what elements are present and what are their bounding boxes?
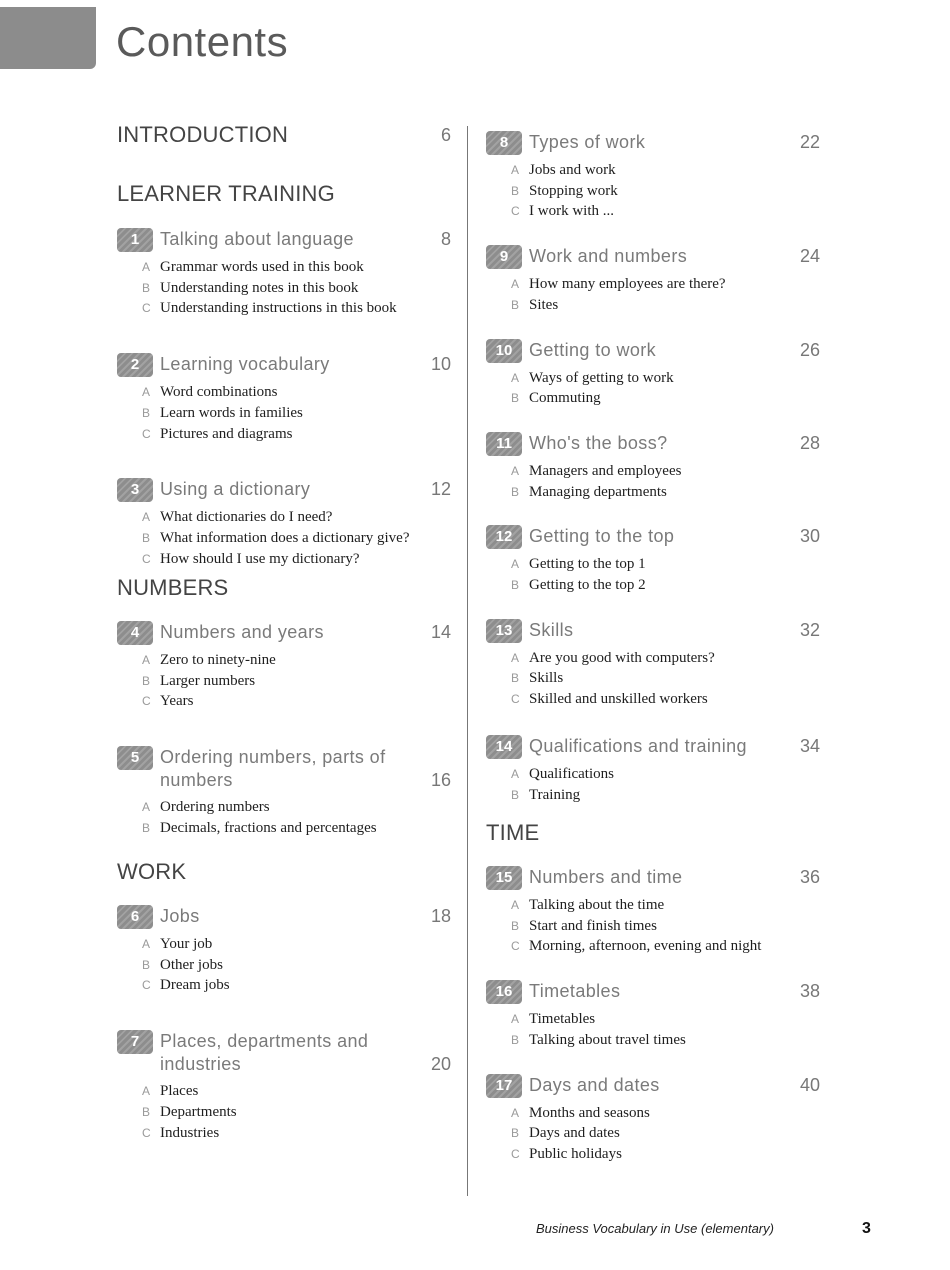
subsection-letter: B: [511, 1126, 520, 1141]
subsection-item[interactable]: [511, 295, 820, 316]
unit-4[interactable]: [117, 621, 451, 712]
subsection-letter: A: [511, 163, 520, 177]
unit-12[interactable]: [486, 525, 820, 595]
unit-subsections: [511, 1009, 820, 1050]
unit-subsections: [511, 895, 820, 957]
subsection-letter: C: [511, 1146, 520, 1161]
subsection-item[interactable]: [142, 278, 451, 299]
subsection-text: Zero to ninety-nine: [160, 652, 276, 668]
unit-16[interactable]: [486, 980, 820, 1050]
unit-header: [117, 905, 451, 929]
subsection-text: Decimals, fractions and percentages: [160, 819, 377, 836]
subsection-text: What information does a dictionary give?: [160, 529, 410, 546]
subsection-text: Years: [160, 693, 194, 710]
unit-header: [486, 432, 820, 456]
section-page-number: 6: [440, 125, 451, 145]
subsection-text: Understanding instructions in this book: [160, 300, 397, 317]
subsection-item[interactable]: [142, 382, 451, 403]
subsection-letter: A: [511, 1012, 520, 1027]
subsection-text: How many employees are there?: [529, 276, 726, 293]
subsection-text: Skilled and unskilled workers: [529, 691, 708, 708]
unit-page-number: 22: [799, 132, 820, 152]
subsection-text: Stopping work: [529, 182, 618, 199]
unit-title: Timetables: [529, 981, 621, 1002]
subsection-text: Timetables: [529, 1011, 596, 1028]
unit-page-number: 24: [799, 246, 820, 267]
unit-subsections: [511, 274, 820, 315]
subsection-letter: A: [511, 463, 520, 478]
unit-title: Numbers and time: [529, 867, 683, 887]
subsection-text: Word combinations: [160, 384, 278, 401]
subsection-item[interactable]: [142, 1123, 451, 1144]
unit-title: Getting to the top: [529, 526, 675, 547]
unit-5[interactable]: [117, 746, 451, 838]
subsection-text: Places: [160, 1083, 199, 1100]
subsection-letter: A: [511, 370, 520, 385]
unit-subsections: [142, 934, 451, 996]
subsection-letter: B: [511, 183, 520, 198]
subsection-text: Commuting: [529, 390, 601, 407]
unit-page-number: 36: [799, 867, 820, 887]
subsection-text: Ordering numbers: [160, 799, 270, 816]
subsection-text: Public holidays: [529, 1145, 622, 1162]
subsection-letter: A: [142, 260, 151, 274]
footer-page-number: 3: [862, 1220, 871, 1237]
subsection-item[interactable]: [511, 274, 820, 295]
unit-number-badge: 4: [117, 621, 153, 645]
subsection-letter: C: [511, 692, 520, 707]
subsection-letter: A: [142, 800, 151, 815]
unit-page-number: 28: [799, 432, 820, 453]
subsection-item[interactable]: [511, 1103, 820, 1124]
subsection-text: Ways of getting to work: [529, 369, 674, 386]
subsection-letter: C: [142, 551, 151, 566]
unit-subsections: [142, 257, 451, 319]
unit-15[interactable]: [486, 866, 820, 957]
unit-title: Types of work: [529, 132, 646, 152]
subsection-letter: B: [142, 280, 151, 295]
unit-header: [486, 1074, 820, 1098]
unit-header: [486, 245, 820, 269]
subsection-text: Departments: [160, 1103, 237, 1120]
subsection-text: Managers and employees: [529, 462, 682, 479]
subsection-item[interactable]: [511, 388, 820, 409]
header-tab: [0, 7, 96, 69]
unit-page-number: 40: [799, 1074, 820, 1095]
subsection-letter: B: [511, 484, 520, 499]
subsection-letter: B: [142, 405, 151, 420]
unit-title: Work and numbers: [529, 246, 688, 267]
subsection-item[interactable]: [142, 424, 451, 445]
subsection-text: Managing departments: [529, 483, 667, 500]
subsection-text: Getting to the top 2: [529, 577, 646, 594]
subsection-text: Learn words in families: [160, 404, 303, 421]
unit-subsections: [511, 461, 820, 502]
unit-title: Ordering numbers, parts of numbers: [160, 747, 386, 791]
subsection-text: Are you good with computers?: [529, 649, 715, 666]
subsection-item[interactable]: [511, 575, 820, 596]
subsection-item[interactable]: [142, 975, 451, 996]
unit-header: [486, 866, 820, 890]
subsection-item[interactable]: [142, 818, 451, 839]
subsection-letter: C: [142, 694, 151, 709]
unit-11[interactable]: [486, 432, 820, 502]
subsection-text: Skills: [529, 670, 564, 687]
subsection-letter: A: [511, 766, 520, 781]
section-introduction[interactable]: [117, 122, 451, 148]
subsection-letter: A: [142, 385, 151, 400]
subsection-letter: C: [511, 204, 520, 219]
unit-number-badge: 6: [117, 905, 153, 929]
unit-header: [117, 228, 451, 252]
subsection-text: Understanding notes in this book: [160, 279, 359, 296]
subsection-text: Months and seasons: [529, 1104, 650, 1121]
subsection-letter: A: [142, 1084, 151, 1099]
subsection-item[interactable]: [511, 895, 820, 916]
unit-page-number: 34: [799, 735, 820, 756]
subsection-text: What dictionaries do I need?: [160, 509, 333, 526]
subsection-item[interactable]: [142, 955, 451, 976]
unit-title: Getting to work: [529, 339, 657, 360]
unit-title: Skills: [529, 619, 574, 640]
subsection-item[interactable]: [511, 181, 820, 202]
unit-number-badge: 12: [486, 525, 522, 549]
unit-subsections: [142, 507, 451, 569]
subsection-text: Talking about the time: [529, 897, 665, 913]
unit-number-badge: 5: [117, 746, 153, 770]
unit-title: Who's the boss?: [529, 432, 668, 453]
unit-subsections: [511, 764, 820, 805]
unit-10[interactable]: [486, 339, 820, 409]
subsection-letter: A: [142, 937, 151, 951]
unit-title: Places, departments and industries: [160, 1031, 369, 1075]
subsection-text: Getting to the top 1: [529, 556, 646, 573]
unit-page-number: 16: [430, 770, 451, 791]
subsection-text: Your job: [160, 936, 213, 952]
unit-header: [486, 525, 820, 549]
subsection-item[interactable]: [511, 785, 820, 806]
subsection-letter: B: [511, 1032, 520, 1047]
subsection-letter: B: [511, 671, 520, 686]
subsection-item[interactable]: [511, 648, 820, 669]
subsection-item[interactable]: [142, 507, 451, 528]
unit-subsections: [511, 160, 820, 222]
page-title: Contents: [116, 18, 289, 65]
subsection-letter: B: [511, 297, 520, 312]
numbers-units: [117, 621, 451, 839]
subsection-letter: B: [511, 787, 520, 802]
subsection-text: Industries: [160, 1124, 220, 1141]
unit-page-number: 30: [799, 526, 820, 547]
unit-header: [486, 131, 820, 155]
subsection-item[interactable]: [142, 1081, 451, 1102]
unit-9[interactable]: [486, 245, 820, 315]
subsection-item[interactable]: [142, 257, 451, 278]
unit-number-badge: 14: [486, 735, 522, 759]
unit-page-number: 38: [799, 981, 820, 1002]
subsection-letter: A: [142, 653, 151, 667]
unit-title: Jobs: [160, 906, 200, 926]
work-units: [117, 905, 451, 1143]
subsection-item[interactable]: [511, 1009, 820, 1030]
subsection-letter: B: [142, 820, 151, 835]
subsection-letter: A: [511, 898, 520, 912]
unit-header: [486, 339, 820, 363]
unit-number-badge: 13: [486, 619, 522, 643]
subsection-item[interactable]: [511, 668, 820, 689]
subsection-item[interactable]: [142, 403, 451, 424]
section-heading-work: WORK: [117, 859, 187, 884]
unit-subsections: [511, 368, 820, 409]
subsection-item[interactable]: [511, 1030, 820, 1051]
unit-number-badge: 16: [486, 980, 522, 1004]
subsection-text: Talking about travel times: [529, 1031, 686, 1048]
subsection-item[interactable]: [511, 482, 820, 503]
unit-subsections: [142, 1081, 451, 1143]
unit-number-badge: 7: [117, 1030, 153, 1054]
subsection-item[interactable]: [511, 689, 820, 710]
unit-header: [117, 478, 451, 502]
subsection-letter: C: [511, 939, 520, 954]
subsection-text: Larger numbers: [160, 672, 256, 689]
subsection-letter: B: [511, 391, 520, 406]
learner-training-units: [117, 228, 451, 569]
unit-page-number: 8: [440, 229, 451, 249]
unit-header: [486, 735, 820, 759]
subsection-item[interactable]: [511, 916, 820, 937]
subsection-item[interactable]: [511, 160, 820, 181]
subsection-item[interactable]: [511, 461, 820, 482]
unit-subsections: [511, 648, 820, 710]
subsection-letter: A: [511, 650, 520, 665]
work-units-continued: [486, 131, 820, 805]
subsection-text: I work with ...: [529, 203, 614, 220]
subsection-item[interactable]: [142, 671, 451, 692]
subsection-letter: B: [142, 1104, 151, 1119]
unit-6[interactable]: [117, 905, 451, 996]
unit-header: [117, 1030, 451, 1076]
unit-number-badge: 11: [486, 432, 522, 456]
unit-title: Learning vocabulary: [160, 354, 330, 375]
section-heading-time: TIME: [486, 820, 540, 845]
subsection-text: Training: [529, 786, 581, 803]
unit-number-badge: 15: [486, 866, 522, 890]
subsection-text: Days and dates: [529, 1125, 620, 1142]
subsection-item[interactable]: [511, 936, 820, 957]
unit-1[interactable]: [117, 228, 451, 319]
subsection-item[interactable]: [511, 1144, 820, 1165]
unit-subsections: [511, 1103, 820, 1165]
subsection-text: Sites: [529, 296, 559, 313]
unit-header: [117, 353, 451, 377]
subsection-letter: A: [511, 557, 520, 572]
subsection-text: Qualifications: [529, 765, 614, 782]
subsection-item[interactable]: [142, 797, 451, 818]
unit-number-badge: 2: [117, 353, 153, 377]
footer-book-title: Business Vocabulary in Use (elementary): [536, 1221, 774, 1236]
unit-17[interactable]: [486, 1074, 820, 1165]
unit-header: [117, 746, 451, 792]
unit-8[interactable]: [486, 131, 820, 222]
section-heading: INTRODUCTION: [117, 122, 289, 147]
unit-subsections: [142, 382, 451, 444]
subsection-item[interactable]: [511, 554, 820, 575]
subsection-letter: B: [511, 578, 520, 593]
column-divider: [467, 126, 468, 1196]
unit-title: Talking about language: [160, 229, 354, 249]
subsection-letter: A: [142, 510, 151, 525]
unit-page-number: 12: [430, 479, 451, 500]
time-units: [486, 866, 820, 1165]
unit-page-number: 26: [799, 339, 820, 360]
subsection-letter: A: [511, 1105, 520, 1120]
subsection-letter: B: [142, 673, 151, 688]
subsection-item[interactable]: [142, 298, 451, 319]
unit-header: [486, 980, 820, 1004]
unit-title: Using a dictionary: [160, 479, 311, 500]
subsection-letter: B: [142, 957, 151, 972]
subsection-letter: C: [142, 1125, 151, 1140]
subsection-item[interactable]: [142, 934, 451, 955]
subsection-text: Dream jobs: [160, 977, 230, 994]
subsection-item[interactable]: [511, 368, 820, 389]
subsection-item[interactable]: [142, 1102, 451, 1123]
unit-page-number: 32: [799, 619, 820, 640]
unit-page-number: 14: [430, 622, 451, 642]
subsection-text: Pictures and diagrams: [160, 425, 293, 442]
unit-number-badge: 1: [117, 228, 153, 252]
unit-subsections: [511, 554, 820, 595]
subsection-text: Morning, afternoon, evening and night: [529, 938, 762, 955]
subsection-item[interactable]: [142, 650, 451, 671]
unit-subsections: [142, 650, 451, 712]
subsection-letter: C: [142, 978, 151, 993]
subsection-text: How should I use my dictionary?: [160, 550, 360, 567]
subsection-text: Jobs and work: [529, 162, 616, 178]
subsection-item[interactable]: [511, 764, 820, 785]
unit-7[interactable]: [117, 1030, 451, 1143]
subsection-letter: B: [142, 530, 151, 545]
section-heading-numbers: NUMBERS: [117, 575, 229, 600]
subsection-text: Other jobs: [160, 956, 223, 973]
subsection-item[interactable]: [142, 549, 451, 570]
unit-number-badge: 9: [486, 245, 522, 269]
subsection-item[interactable]: [511, 1123, 820, 1144]
unit-title: Qualifications and training: [529, 735, 747, 756]
subsection-letter: C: [142, 426, 151, 441]
unit-subsections: [142, 797, 451, 838]
unit-number-badge: 10: [486, 339, 522, 363]
subsection-letter: C: [142, 301, 151, 316]
unit-header: [486, 619, 820, 643]
subsection-text: Start and finish times: [529, 917, 657, 934]
unit-header: [117, 621, 451, 645]
unit-title: Numbers and years: [160, 622, 324, 642]
section-heading-learner-training: LEARNER TRAINING: [117, 181, 335, 206]
subsection-text: Grammar words used in this book: [160, 259, 364, 275]
unit-number-badge: 3: [117, 478, 153, 502]
unit-title: Days and dates: [529, 1074, 660, 1095]
unit-page-number: 10: [430, 354, 451, 375]
unit-2[interactable]: [117, 353, 451, 444]
unit-14[interactable]: [486, 735, 820, 805]
unit-13[interactable]: [486, 619, 820, 710]
subsection-letter: A: [511, 277, 520, 292]
unit-number-badge: 17: [486, 1074, 522, 1098]
subsection-letter: B: [511, 918, 520, 933]
unit-3[interactable]: [117, 478, 451, 569]
unit-number-badge: 8: [486, 131, 522, 155]
subsection-item[interactable]: [142, 528, 451, 549]
subsection-item[interactable]: [511, 201, 820, 222]
subsection-item[interactable]: [142, 691, 451, 712]
unit-page-number: 18: [430, 906, 451, 926]
unit-page-number: 20: [430, 1054, 451, 1075]
